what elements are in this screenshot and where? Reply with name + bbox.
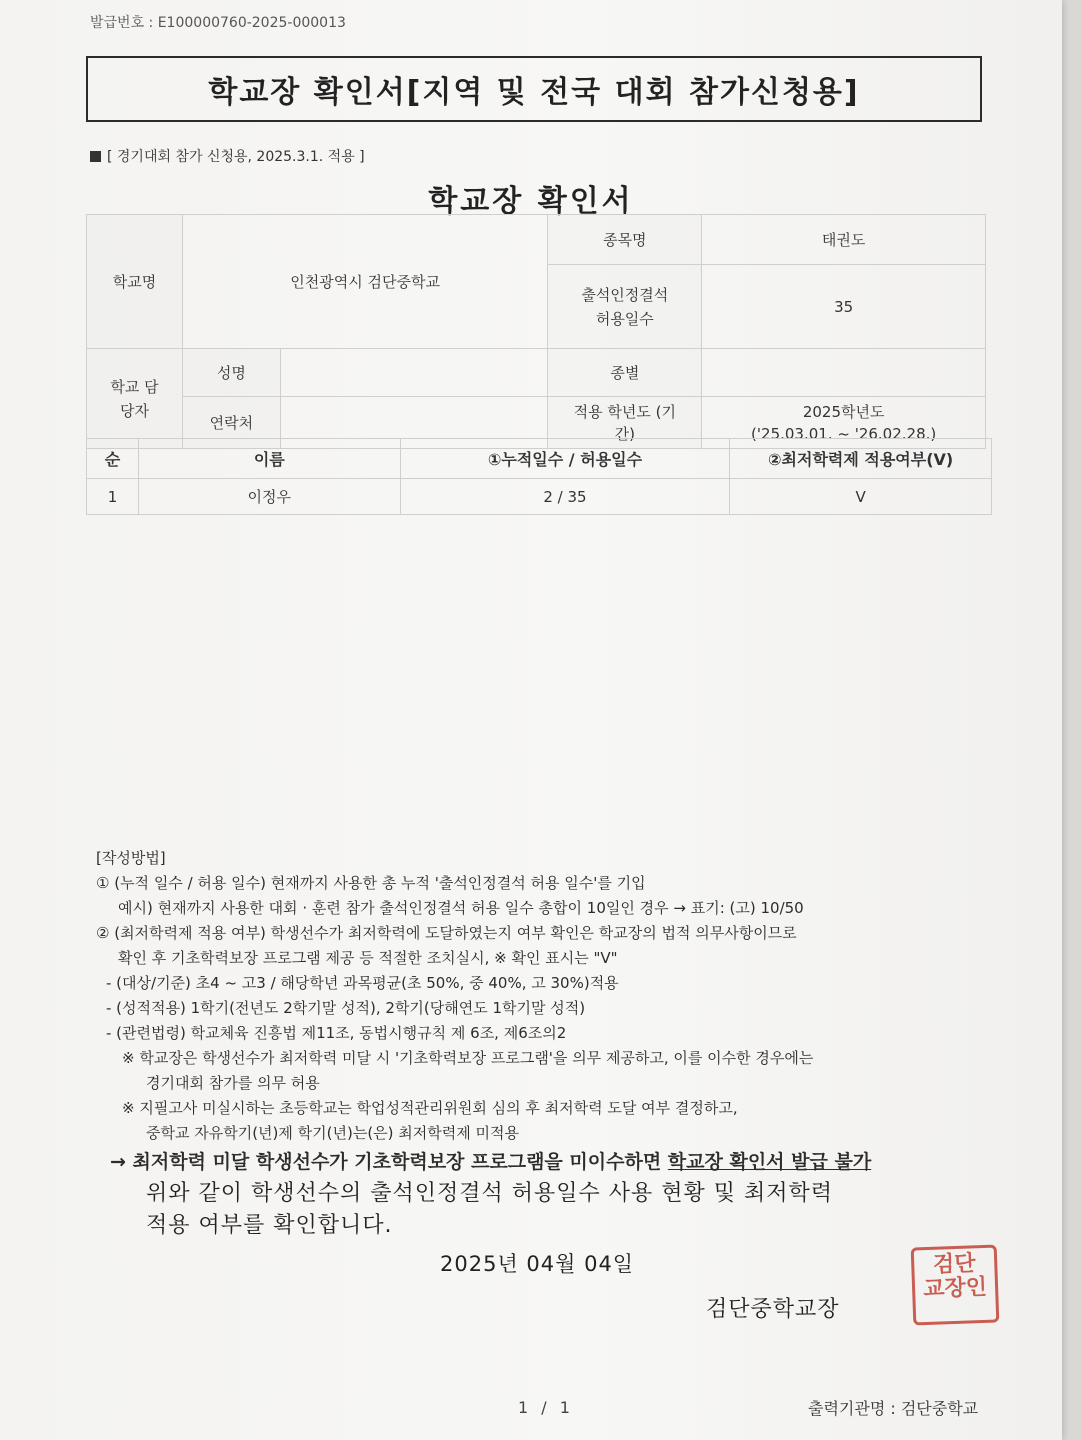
instructions-heading: [작성방법]	[96, 849, 166, 867]
issue-number: 발급번호 : E100000760-2025-000013	[90, 15, 346, 31]
page-number: 1 / 1	[518, 1398, 574, 1417]
form-note	[90, 146, 365, 166]
issue-date: 2025년 04월 04일	[440, 1252, 635, 1276]
category-value	[702, 349, 986, 397]
instruction-line: ② (최저학력제 적용 여부) 학생선수가 최저학력에 도달하였는지 여부 확인은 학교장의 법적 의무사항이므로	[96, 924, 797, 942]
period-value-text: ('25.03.01. ~ '26.02.28.)	[751, 424, 937, 443]
school-name-label: 학교명	[87, 215, 183, 349]
instruction-line: ① (누적 일수 / 허용 일수) 현재까지 사용한 총 누적 '출석인정결석 허용 일수'를 기입	[96, 874, 646, 892]
year-label-text: 적용 학년도 (기간)	[573, 402, 676, 443]
header-applied: ②최저학력제 적용여부(V)	[730, 439, 992, 479]
header-days: ①누적일수 / 허용일수	[400, 439, 730, 479]
sport-label: 종목명	[548, 215, 702, 265]
instruction-line: ※ 학교장은 학생선수가 최저학력 미달 시 '기초학력보장 프로그램'을 의무 제공하고, 이를 이수한 경우에는	[122, 1049, 814, 1067]
school-name-value: 인천광역시 검단중학교	[182, 215, 547, 349]
student-table	[86, 438, 992, 515]
warning-underlined: 학교장 확인서 발급 불가	[667, 1151, 872, 1173]
instruction-line: - (관련법령) 학교체육 진흥법 제11조, 동법시행규칙 제 6조, 제6조의2	[106, 1024, 567, 1042]
signer-name: 검단중학교장	[706, 1297, 840, 1322]
allowed-days-label-text: 출석인정결석 허용일수	[581, 285, 669, 328]
instruction-line: 예시) 현재까지 사용한 대회 · 훈련 참가 출석인정결석 허용 일수 총합이 10일인 경우 → 표기: (고) 10/50	[118, 899, 804, 917]
main-title: 학교장 확인서[지역 및 전국 대회 참가신청용]	[86, 56, 982, 122]
manager-label	[87, 349, 183, 449]
warning-line	[96, 1150, 871, 1175]
row-days: 2 / 35	[400, 479, 730, 515]
name-value	[280, 349, 548, 397]
header-no: 순	[87, 439, 139, 479]
header-name: 이름	[138, 439, 400, 479]
sport-value: 태권도	[702, 215, 986, 265]
printer-info: 출력기관명 : 검단중학교	[808, 1399, 979, 1418]
square-bullet-icon	[90, 151, 101, 162]
row-no: 1	[87, 479, 139, 515]
year-value-text: 2025학년도	[802, 402, 885, 421]
category-label: 종별	[548, 349, 702, 397]
instruction-line: ※ 지필고사 미실시하는 초등학교는 학업성적관리위원회 심의 후 최저학력 도달 여부 결정하고,	[122, 1099, 738, 1117]
table-row	[87, 479, 992, 515]
form-note-text: [ 경기대회 참가 신청용, 2025.3.1. 적용 ]	[107, 149, 365, 165]
instruction-line: 중학교 자유학기(년)제 학기(년)는(은) 최저학력제 미적용	[146, 1124, 519, 1142]
instruction-line: 확인 후 기초학력보장 프로그램 제공 등 적절한 조치실시, ※ 확인 표시는 "V"	[118, 949, 618, 967]
row-name: 이정우	[138, 479, 400, 515]
confirm-line-1: 위와 같이 학생선수의 출석인정결석 허용일수 사용 현황 및 최저학력	[146, 1181, 834, 1206]
student-table-header	[87, 439, 992, 479]
confirm-line-2: 적용 여부를 확인합니다.	[146, 1213, 393, 1238]
instructions	[96, 846, 871, 1175]
manager-label-text: 학교 담당자	[110, 377, 159, 420]
instruction-line: 경기대회 참가를 의무 허용	[146, 1074, 320, 1092]
allowed-days-label	[548, 265, 702, 349]
warning-text: → 최저학력 미달 학생선수가 기초학력보장 프로그램을 미이수하면	[110, 1151, 668, 1173]
row-applied: V	[730, 479, 992, 515]
name-label: 성명	[182, 349, 280, 397]
confirmation-statement	[146, 1178, 833, 1242]
official-seal-icon: 검단 교장인	[911, 1245, 1000, 1326]
document-title: 학교장 확인서	[428, 184, 634, 219]
contact-label: 연락처	[182, 397, 280, 449]
allowed-days-value: 35	[702, 265, 986, 349]
school-info-table	[86, 214, 986, 449]
instruction-line: - (성적적용) 1학기(전년도 2학기말 성적), 2학기(당해연도 1학기말 성적)	[106, 999, 586, 1017]
instruction-line: - (대상/기준) 초4 ~ 고3 / 해당학년 과목평균(초 50%, 중 40%, 고 30%)적용	[106, 974, 619, 992]
